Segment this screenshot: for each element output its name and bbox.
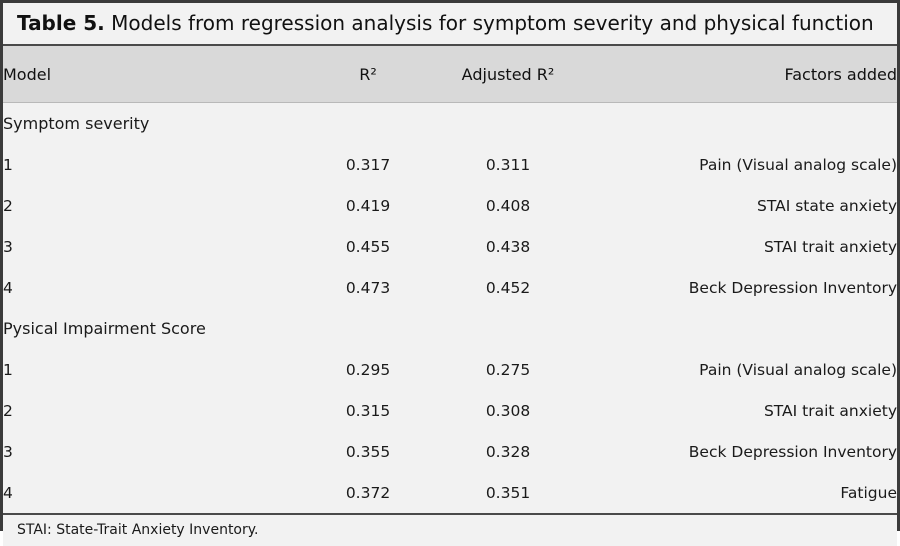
column-header-factors-added: Factors added [583,46,897,103]
cell-adjusted-r2: 0.328 [433,431,583,472]
table-section-row [3,308,897,349]
cell-model: 2 [3,390,303,431]
table-row [3,267,897,308]
table-header [3,46,897,103]
section-title: Symptom severity [3,103,897,145]
cell-r2: 0.473 [303,267,433,308]
cell-factors: STAI trait anxiety [583,226,897,267]
cell-model: 3 [3,431,303,472]
cell-model: 4 [3,267,303,308]
cell-adjusted-r2: 0.408 [433,185,583,226]
section-title: Pysical Impairment Score [3,308,897,349]
table-body [3,103,897,514]
cell-factors: Pain (Visual analog scale) [583,349,897,390]
cell-r2: 0.372 [303,472,433,513]
cell-model: 2 [3,185,303,226]
cell-model: 3 [3,226,303,267]
table-header-row [3,46,897,103]
table-section-row [3,103,897,145]
table-row [3,226,897,267]
cell-adjusted-r2: 0.351 [433,472,583,513]
cell-r2: 0.315 [303,390,433,431]
cell-factors: STAI state anxiety [583,185,897,226]
cell-r2: 0.295 [303,349,433,390]
cell-model: 4 [3,472,303,513]
column-header-r2: R² [303,46,433,103]
table-caption [3,3,897,46]
cell-r2: 0.455 [303,226,433,267]
table-row [3,431,897,472]
cell-factors: STAI trait anxiety [583,390,897,431]
cell-adjusted-r2: 0.275 [433,349,583,390]
table-row [3,185,897,226]
table-row [3,144,897,185]
cell-factors: Beck Depression Inventory [583,431,897,472]
table-row [3,390,897,431]
table-caption-text: Models from regression analysis for symptom severity and physical function [104,11,874,35]
cell-adjusted-r2: 0.311 [433,144,583,185]
cell-factors: Beck Depression Inventory [583,267,897,308]
table-row [3,472,897,513]
cell-adjusted-r2: 0.308 [433,390,583,431]
column-header-model: Model [3,46,303,103]
cell-factors: Pain (Visual analog scale) [583,144,897,185]
cell-r2: 0.355 [303,431,433,472]
table-row [3,349,897,390]
column-header-adjusted-r2: Adjusted R² [433,46,583,103]
cell-model: 1 [3,349,303,390]
cell-r2: 0.419 [303,185,433,226]
cell-factors: Fatigue [583,472,897,513]
regression-models-table [3,46,897,513]
cell-adjusted-r2: 0.452 [433,267,583,308]
cell-model: 1 [3,144,303,185]
cell-r2: 0.317 [303,144,433,185]
table-caption-label: Table 5. [17,11,105,35]
cell-adjusted-r2: 0.438 [433,226,583,267]
table-footnote: STAI: State-Trait Anxiety Inventory. [3,513,897,546]
